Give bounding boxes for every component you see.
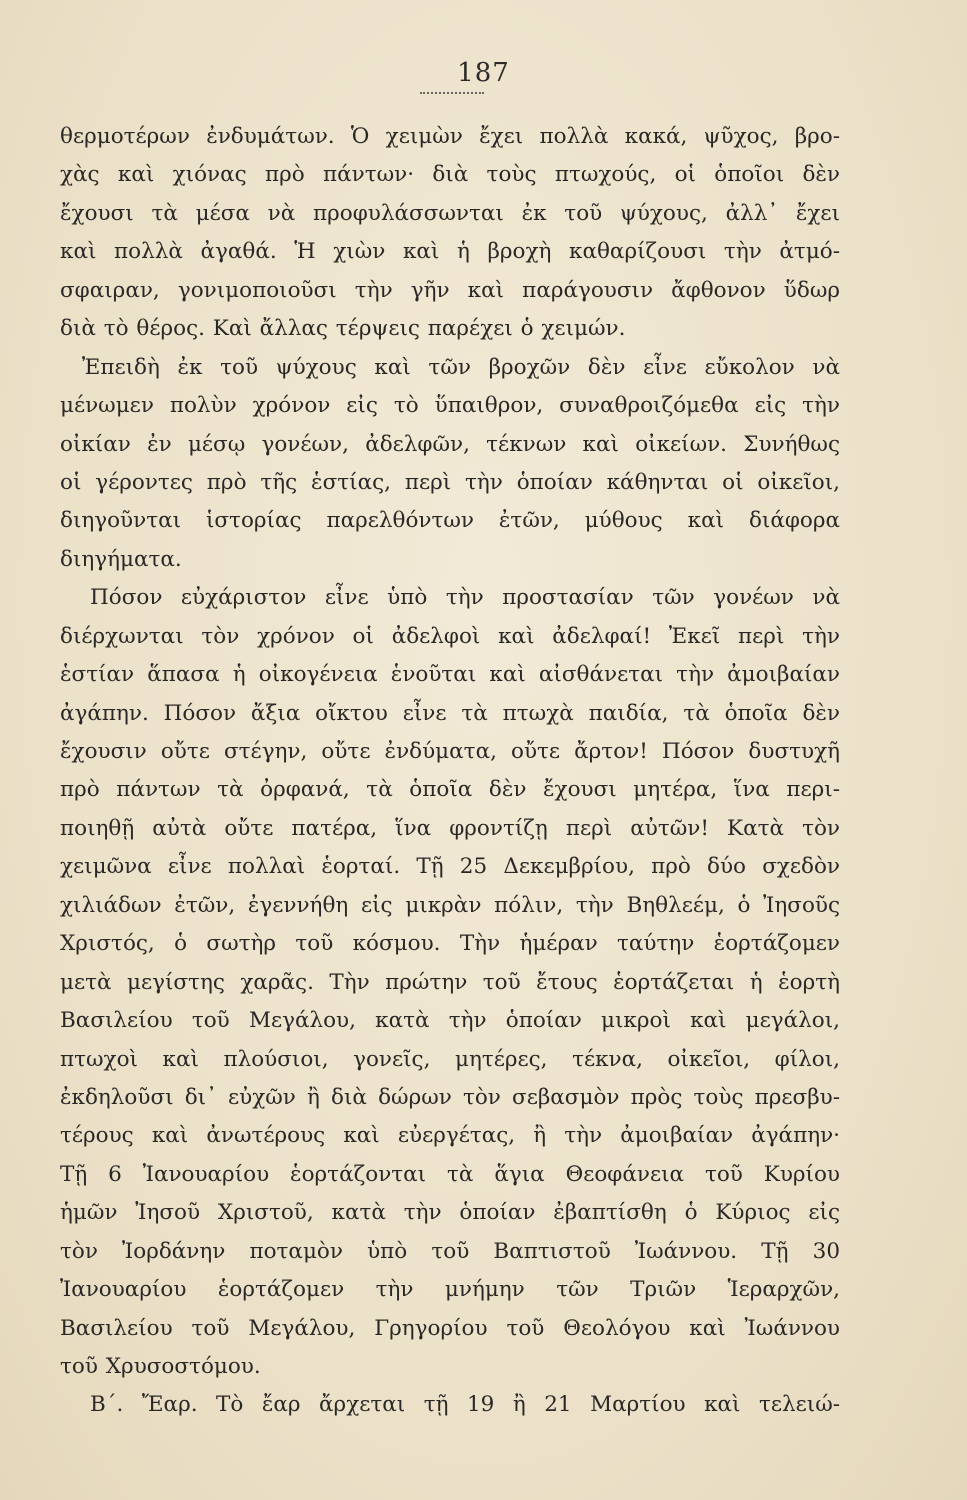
text-line: μένωμεν πολὺν χρόνον εἰς τὸ ὕπαιθρον, συναθροιζόμεθα εἰς τὴν xyxy=(60,393,840,419)
text-line: ἑστίαν ἅπασα ἡ οἰκογένεια ἑνοῦται καὶ αἰσθάνεται τὴν ἀμοιβαίαν xyxy=(60,662,840,688)
text-line: χιλιάδων ἐτῶν, ἐγεννήθη εἰς μικρὰν πόλιν, τὴν Βηθλεέμ, ὁ Ἰησοῦς xyxy=(60,892,840,918)
text-line: ἡμῶν Ἰησοῦ Χριστοῦ, κατὰ τὴν ὁποίαν ἐβαπτίσθη ὁ Κύριος εἰς xyxy=(60,1200,840,1226)
text-line: διέρχωνται τὸν χρόνον οἱ ἀδελφοὶ καὶ ἀδελφαί! Ἐκεῖ περὶ τὴν xyxy=(60,623,840,649)
text-line: διὰ τὸ θέρος. Καὶ ἄλλας τέρψεις παρέχει ὁ χειμών. xyxy=(60,316,626,342)
text-line: ἔχουσι τὰ μέσα νὰ προφυλάσσωνται ἐκ τοῦ ψύχους, ἀλλ᾿ ἔχει xyxy=(60,200,840,226)
page-number-rule xyxy=(420,92,484,94)
text-line: ἐκδηλοῦσι δι᾿ εὐχῶν ἢ διὰ δώρων τὸν σεβασμὸν πρὸς τοὺς πρεσβυ- xyxy=(60,1084,840,1110)
text-line: Χριστός, ὁ σωτὴρ τοῦ κόσμου. Τὴν ἡμέραν ταύτην ἑορτάζομεν xyxy=(60,931,840,957)
text-line: τὸν Ἰορδάνην ποταμὸν ὑπὸ τοῦ Βαπτιστοῦ Ἰωάννου. Τῇ 30 xyxy=(60,1238,840,1264)
page-number: 187 xyxy=(457,58,510,88)
text-line: ἀγάπην. Πόσον ἄξια οἴκτου εἶνε τὰ πτωχὰ παιδία, τὰ ὁποῖα δὲν xyxy=(60,700,840,726)
text-line: τοῦ Χρυσοστόμου. xyxy=(60,1354,261,1379)
text-line: θερμοτέρων ἐνδυμάτων. Ὁ χειμὼν ἔχει πολλὰ κακά, ψῦχος, βρο- xyxy=(60,124,840,149)
text-line: Βασιλείου τοῦ Μεγάλου, Γρηγορίου τοῦ Θεολόγου καὶ Ἰωάννου xyxy=(60,1315,840,1341)
text-line: ἔχουσιν οὔτε στέγην, οὔτε ἐνδύματα, οὔτε ἄρτον! Πόσον δυστυχῆ xyxy=(60,739,840,764)
text-line: πρὸ πάντων τὰ ὀρφανά, τὰ ὁποῖα δὲν ἔχουσι μητέρα, ἵνα περι- xyxy=(60,777,840,803)
text-line: Ἰανουαρίου ἑορτάζομεν τὴν μνήμην τῶν Τριῶν Ἱεραρχῶν, xyxy=(60,1277,840,1303)
text-line: μετὰ μεγίστης χαρᾶς. Τὴν πρώτην τοῦ ἔτους ἑορτάζεται ἡ ἑορτὴ xyxy=(60,969,840,995)
text-line: Βασιλείου τοῦ Μεγάλου, κατὰ τὴν ὁποίαν μικροὶ καὶ μεγάλοι, xyxy=(60,1008,840,1034)
section-heading-line: Β΄. Ἔαρ. Τὸ ἔαρ ἄρχεται τῇ 19 ἢ 21 Μαρτίου καὶ τελειώ- xyxy=(90,1392,840,1418)
paragraph-start-line: Πόσον εὐχάριστον εἶνε ὑπὸ τὴν προστασίαν τῶν γονέων νὰ xyxy=(90,585,840,611)
text-line: διηγήματα. xyxy=(60,546,182,572)
text-line: οἰκίαν ἐν μέσῳ γονέων, ἀδελφῶν, τέκνων καὶ οἰκείων. Συνήθως xyxy=(60,431,840,457)
text-line: διηγοῦνται ἱστορίας παρελθόντων ἐτῶν, μύθους καὶ διάφορα xyxy=(60,508,840,534)
text-line: σφαιραν, γονιμοποιοῦσι τὴν γῆν καὶ παράγουσιν ἄφθονον ὕδωρ xyxy=(60,277,840,303)
text-line: πτωχοὶ καὶ πλούσιοι, γονεῖς, μητέρες, τέκνα, οἰκεῖοι, φίλοι, xyxy=(60,1046,840,1072)
text-line: οἱ γέροντες πρὸ τῆς ἑστίας, περὶ τὴν ὁποίαν κάθηνται οἱ οἰκεῖοι, xyxy=(60,469,840,495)
paragraph-start-line: Ἐπειδὴ ἐκ τοῦ ψύχους καὶ τῶν βροχῶν δὲν εἶνε εὔκολον νὰ xyxy=(82,354,840,380)
body-text xyxy=(60,118,840,1425)
text-line: χειμῶνα εἶνε πολλαὶ ἑορταί. Τῇ 25 Δεκεμβρίου, πρὸ δύο σχεδὸν xyxy=(60,854,840,880)
text-line: καὶ πολλὰ ἀγαθά. Ἡ χιὼν καὶ ἡ βροχὴ καθαρίζουσι τὴν ἀτμό- xyxy=(60,239,840,265)
text-line: χὰς καὶ χιόνας πρὸ πάντων· διὰ τοὺς πτωχούς, οἱ ὁποῖοι δὲν xyxy=(60,162,840,188)
text-line: ποιηθῇ αὐτὰ οὔτε πατέρα, ἵνα φροντίζῃ περὶ αὐτῶν! Κατὰ τὸν xyxy=(60,815,840,841)
text-line: τέρους καὶ ἀνωτέρους καὶ εὐεργέτας, ἢ τὴν ἀμοιβαίαν ἀγάπην· xyxy=(60,1123,840,1149)
text-line: Τῇ 6 Ἰανουαρίου ἑορτάζονται τὰ ἅγια Θεοφάνεια τοῦ Κυρίου xyxy=(60,1161,840,1187)
